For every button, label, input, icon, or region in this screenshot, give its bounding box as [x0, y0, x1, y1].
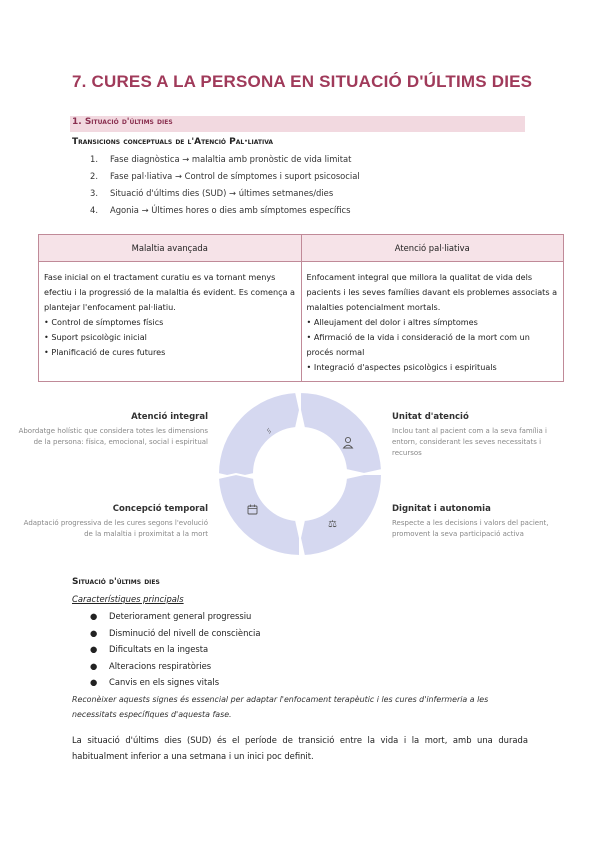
- scale-icon: [328, 519, 337, 530]
- ring-segment-bottom-right: [300, 474, 382, 556]
- principle-text: Abordatge holístic que considera totes les dimensions de la persona: física, emocional, social i espiritual: [18, 427, 208, 446]
- principle-integral-care: [18, 412, 208, 448]
- bullet-icon: ●: [90, 644, 98, 654]
- principle-title: Dignitat i autonomia: [392, 504, 491, 514]
- principle-text: Adaptació progressiva de les cures segons l'evolució de la malaltia i proximitat a la mort: [23, 519, 208, 538]
- list-item: ● Alteracions respiratòries: [90, 659, 260, 676]
- stethoscope-icon: [266, 426, 272, 437]
- bullet-icon: ●: [90, 677, 98, 687]
- principle-title: Atenció integral: [131, 412, 208, 422]
- characteristics-list: [90, 609, 260, 692]
- ring-segment-bottom-left: [218, 474, 300, 556]
- list-item: ● Disminució del nivell de consciència: [90, 626, 260, 643]
- cell-bullet: • Suport psicològic inicial: [44, 332, 147, 342]
- list-item: ● Canvis en els signes vitals: [90, 675, 260, 692]
- bullet-icon: ●: [90, 660, 98, 671]
- characteristics-title: Característiques principals: [72, 594, 184, 604]
- table-header-palliative-care: Atenció pal·liativa: [301, 235, 564, 262]
- bullet-icon: ●: [90, 627, 98, 638]
- list-item: ● Deteriorament general progressiu: [90, 609, 260, 626]
- principle-dignity-autonomy: [392, 504, 552, 540]
- section-title: 1. Situació d'últims dies: [72, 117, 173, 127]
- ring-segment-top-right: [300, 392, 382, 474]
- list-item: 4. Agonia → Últimes hores o dies amb símptomes específics: [90, 205, 351, 215]
- principle-care-unit: [392, 412, 552, 459]
- cell-bullet: • Integració d'aspectes psicològics i espirituals: [306, 362, 497, 372]
- ring-segment-top-left: [218, 392, 300, 478]
- table-header-advanced-illness: Malaltia avançada: [39, 235, 302, 262]
- sud-definition-paragraph: La situació d'últims dies (SUD) és el període de transició entre la vida i la mort, amb una durada habitualment inferior a una setmana i un inici poc definit.: [72, 735, 528, 761]
- cell-bullet: • Afirmació de la vida i consideració de la mort com un procés normal: [306, 332, 530, 357]
- svg-text:⚖: ⚖: [328, 519, 337, 530]
- cell-bullet: • Planificació de cures futures: [44, 347, 166, 357]
- list-item: 2. Fase pal·liativa → Control de símptomes i suport psicosocial: [90, 171, 360, 181]
- table-cell-palliative-care: [301, 262, 564, 382]
- table-cell-advanced-illness: [39, 262, 302, 382]
- list-item: ● Dificultats en la ingesta: [90, 642, 260, 659]
- ring-segments: [218, 392, 382, 556]
- comparison-table: [38, 234, 564, 382]
- sud-section-title: Situació d'últims dies: [72, 577, 160, 587]
- list-item: 3. Situació d'últims dies (SUD) → últimes setmanes/dies: [90, 188, 334, 198]
- cell-text: Enfocament integral que millora la qualitat de vida dels pacients i les seves famílies davant els problemes associats a malalties potencialment mortals.: [306, 272, 558, 312]
- principle-title: Concepció temporal: [112, 504, 208, 514]
- principle-title: Unitat d'atenció: [392, 412, 469, 422]
- bullet-icon: ●: [90, 611, 98, 621]
- list-item: 1. Fase diagnòstica → malaltia amb pronòstic de vida limitat: [90, 154, 352, 164]
- cell-bullet: • Alleujament del dolor i altres símptomes: [306, 317, 478, 327]
- page-title: 7. CURES A LA PERSONA EN SITUACIÓ D'ÚLTIMS DIES: [72, 72, 533, 91]
- principle-text: Respecte a les decisions i valors del pacient, promovent la seva participació activa: [392, 519, 549, 538]
- care-principles-diagram: [0, 388, 600, 568]
- transitions-list: [90, 152, 360, 220]
- principle-text: Inclou tant al pacient com a la seva família i entorn, considerant les seves necessitats i recursos: [392, 427, 548, 457]
- principle-temporal-concept: [18, 504, 208, 540]
- subsection-title: Transicions conceptuals de l'Atenció Pal·liativa: [72, 137, 274, 147]
- svg-text:ᛃ: ᛃ: [266, 426, 272, 437]
- cell-text: Fase inicial on el tractament curatiu es va tornant menys efectiu i la progressió de la malaltia és evident. Es comença a plantejar l'enfocament pal·liatiu.: [44, 272, 296, 312]
- cell-bullet: • Control de símptomes físics: [44, 317, 164, 327]
- recognition-note: Reconèixer aquests signes és essencial per adaptar l'enfocament terapèutic i les cures d'infermeria a les necessitats específiques d'aquesta fase.: [72, 695, 489, 719]
